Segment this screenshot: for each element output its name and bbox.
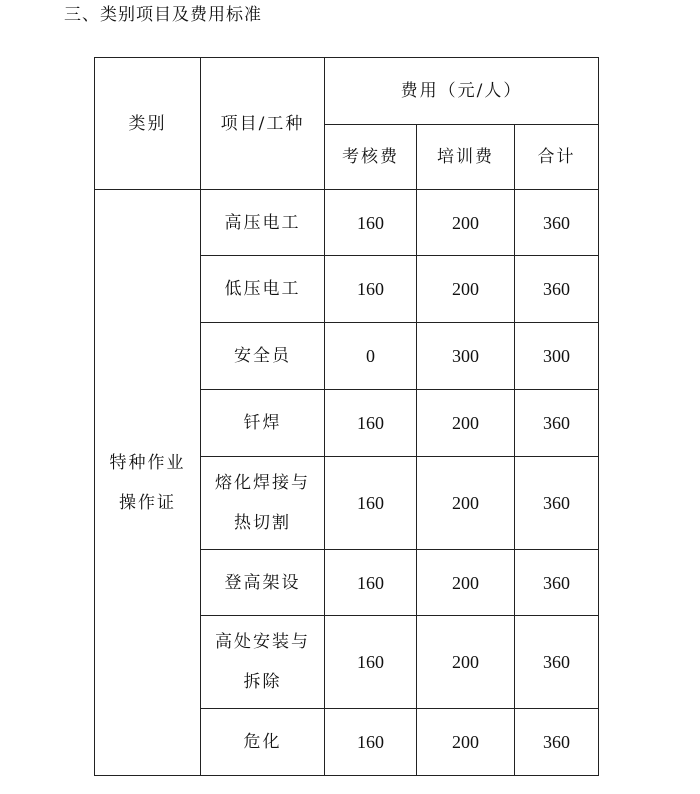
item-cell [201, 190, 325, 256]
exam-fee-cell: 160 [325, 709, 417, 776]
training-fee-cell: 200 [417, 390, 515, 457]
item-line: 高压电工 [224, 212, 301, 233]
item-cell [201, 390, 325, 457]
item-line: 熔化焊接与 [215, 473, 310, 493]
fee-table [94, 57, 599, 776]
item-line: 拆除 [243, 672, 282, 692]
total-cell: 300 [515, 323, 599, 390]
training-fee-cell: 200 [417, 709, 515, 776]
item-cell [201, 550, 325, 616]
total-cell: 360 [515, 390, 599, 457]
table-header-row [95, 58, 599, 125]
item-line: 钎焊 [243, 413, 282, 433]
total-cell: 360 [515, 550, 599, 616]
total-cell: 360 [515, 190, 599, 256]
exam-fee-cell: 160 [325, 190, 417, 256]
training-fee-cell: 200 [417, 457, 515, 550]
header-category: 类别 [95, 58, 201, 190]
exam-fee-cell: 0 [325, 323, 417, 390]
item-line: 低压电工 [224, 279, 301, 299]
header-fee-group: 费用（元/人） [325, 58, 599, 125]
item-line: 安全员 [234, 346, 291, 366]
header-total: 合计 [515, 125, 599, 190]
training-fee-cell: 200 [417, 190, 515, 256]
section-heading: 三、类别项目及费用标准 [64, 5, 262, 25]
item-line: 危化 [243, 732, 282, 752]
item-cell [201, 709, 325, 776]
total-cell: 360 [515, 709, 599, 776]
training-fee-cell: 300 [417, 323, 515, 390]
exam-fee-cell: 160 [325, 390, 417, 457]
header-exam-fee: 考核费 [325, 125, 417, 190]
exam-fee-cell: 160 [325, 550, 417, 616]
exam-fee-cell: 160 [325, 457, 417, 550]
header-item: 项目/工种 [201, 58, 325, 190]
training-fee-cell: 200 [417, 616, 515, 709]
item-cell [201, 323, 325, 390]
training-fee-cell: 200 [417, 256, 515, 323]
item-cell [201, 256, 325, 323]
total-cell: 360 [515, 457, 599, 550]
category-line: 操作证 [119, 492, 176, 513]
header-training-fee: 培训费 [417, 125, 515, 190]
exam-fee-cell: 160 [325, 256, 417, 323]
category-line: 特种作业 [109, 452, 186, 473]
item-line: 登高架设 [224, 572, 301, 593]
item-line: 高处安装与 [215, 632, 310, 652]
total-cell: 360 [515, 256, 599, 323]
item-cell [201, 616, 325, 709]
total-cell: 360 [515, 616, 599, 709]
exam-fee-cell: 160 [325, 616, 417, 709]
item-line: 热切割 [234, 513, 291, 533]
training-fee-cell: 200 [417, 550, 515, 616]
category-cell [95, 190, 201, 776]
table-row [95, 190, 599, 256]
item-cell [201, 457, 325, 550]
